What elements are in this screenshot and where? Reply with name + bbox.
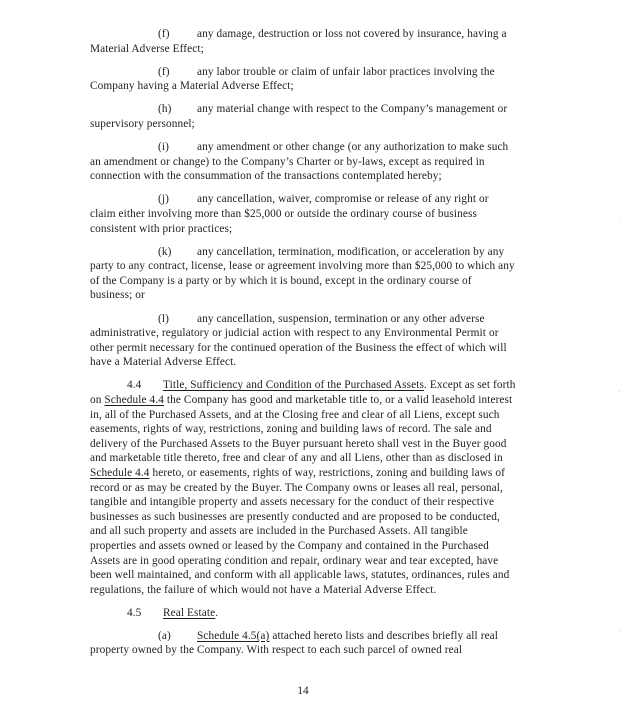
text-segment: any material change with respect to the Company’s management or supervisory personnel; [90, 103, 508, 130]
text-segment: . Except as set forth on [90, 379, 516, 406]
item-label: (k) [158, 245, 172, 258]
underlined-reference: Real Estate [163, 606, 216, 619]
item-paragraph [90, 245, 516, 303]
section-paragraph [90, 378, 516, 597]
text-segment: any damage, destruction or loss not covered by insurance, having a Material Adverse Effect; [90, 28, 507, 55]
item-label: (a) [158, 629, 171, 642]
item-label: (h) [158, 103, 172, 116]
text-segment: . [215, 606, 219, 619]
text-segment: any amendment or other change (or any authorization to make such an amendment or change) to the Company’s Charter or by-laws, except as required in connection with the consummation of the transactions contemplated hereby; [90, 141, 509, 183]
item-paragraph [90, 192, 516, 236]
text-segment: attached hereto lists and describes briefly all real property owned by the Company. With respect to each such parcel of owned real [90, 629, 499, 657]
item-paragraph [90, 312, 516, 370]
text-segment: the Company has good and marketable title to, or a valid leasehold interest in, all of the Purchased Assets, and at the Closing free and clear of all Liens, except such easements, rights of way, restrictions, zoning and building laws of record. The sale and delivery of the Purchased Assets to the Buyer pursuant hereto shall vest in the Buyer good and marketable title thereto, free and clear of any and all Liens, other than as disclosed in [90, 393, 513, 465]
section-paragraph [90, 606, 516, 621]
item-paragraph [90, 65, 516, 94]
scan-artifact [620, 630, 622, 632]
section-number: 4.4 [127, 379, 142, 392]
item-label: (i) [158, 141, 169, 154]
document-body [90, 27, 516, 667]
scan-artifact [619, 218, 621, 220]
section-number: 4.5 [127, 606, 142, 619]
item-label: (j) [158, 193, 169, 206]
item-label: (f) [158, 65, 170, 78]
text-segment: any cancellation, termination, modification, or acceleration by any party to any contract, license, lease or agreement involving more than $25,000 to which any of the Company is a party or by which it is bound, except in the ordinary course of business; or [90, 245, 515, 302]
underlined-reference: Title, Sufficiency and Condition of the Purchased Assets [163, 379, 425, 392]
item-paragraph [90, 102, 516, 131]
underlined-reference: Schedule 4.4 [104, 393, 164, 406]
text-segment: any cancellation, waiver, compromise or release of any right or claim either involving more than $25,000 or outside the ordinary course of business consistent with prior practices; [90, 193, 489, 235]
scan-artifact [618, 390, 620, 393]
item-paragraph [90, 140, 516, 184]
text-segment: any cancellation, suspension, termination or any other adverse administrative, regulatory or judicial action with respect to any Environmental Permit or other permit necessary for the continued operation of the Business the effect of which will have a Material Adverse Effect. [90, 312, 507, 369]
item-label: (l) [158, 312, 169, 325]
item-label: (f) [158, 28, 170, 40]
item-paragraph [90, 27, 516, 56]
underlined-reference: Schedule 4.4 [90, 466, 150, 479]
text-segment: hereto, or easements, rights of way, restrictions, zoning and building laws of record or as may be created by the Buyer. The Company owns or leases all real, personal, tangible and intangible property and assets necessary for the conduct of their respective businesses as such businesses are presently conducted and are proposed to be conducted, and all such property and assets are included in the Purchased Assets. All tangible properties and assets owned or leased by the Company and contained in the Purchased Assets are in good operating condition and repair, ordinary wear and tear excepted, have been well maintained, and conform with all applicable laws, statutes, ordinances, rules and regulations, the failure of which would not have a Material Adverse Effect. [90, 466, 510, 596]
underlined-reference: Schedule 4.5(a) [197, 629, 270, 642]
text-segment: any labor trouble or claim of unfair labor practices involving the Company having a Material Adverse Effect; [90, 65, 495, 93]
item-paragraph [90, 629, 516, 658]
page-number: 14 [297, 685, 309, 697]
